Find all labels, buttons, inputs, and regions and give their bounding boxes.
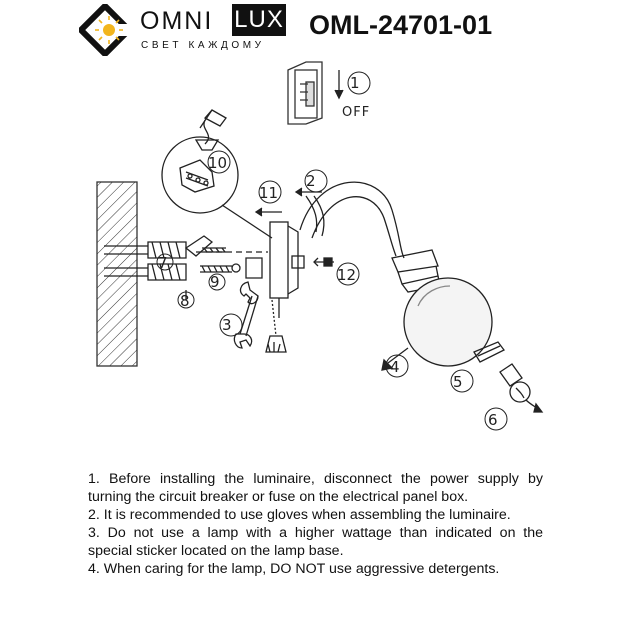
- installation-instructions: [88, 470, 543, 578]
- mounting-bracket: [186, 236, 268, 256]
- instruction-line: 4. When caring for the lamp, DO NOT use aggressive detergents.: [88, 561, 500, 577]
- step-label-10: 10: [208, 154, 228, 172]
- pull-switch: [266, 300, 286, 352]
- wiring-detail-callout: [162, 120, 272, 238]
- step-label-8: 8: [180, 292, 190, 310]
- lamp-arm: [300, 182, 404, 258]
- wrench-icon: [234, 282, 258, 348]
- step-label-6: 6: [488, 411, 498, 429]
- light-bulb-icon: [500, 364, 542, 412]
- step-label-9: 9: [210, 273, 220, 291]
- step-label-12: 12: [337, 266, 357, 284]
- step-label-2: 2: [306, 172, 316, 190]
- brand-slogan: СВЕТ КАЖДОМУ: [141, 40, 265, 51]
- glass-shade: [404, 278, 492, 366]
- instruction-line: 2. It is recommended to use gloves when assembling the luminaire.: [88, 507, 511, 523]
- circuit-breaker-icon: [288, 62, 343, 124]
- instruction-line: turning the circuit breaker or fuse on the electrical panel box.: [88, 489, 469, 505]
- step-label-3: 3: [222, 316, 232, 334]
- instruction-line: 1. Before installing the luminaire, disconnect the power supply by: [88, 471, 543, 487]
- off-label: OFF: [342, 105, 371, 120]
- model-number: OML-24701-01: [309, 10, 493, 40]
- step-label-1: 1: [350, 74, 360, 92]
- omnilux-logo-icon: [79, 4, 131, 56]
- instruction-line: special sticker located on the lamp base.: [88, 543, 344, 559]
- wall-section: [97, 182, 137, 366]
- step-label-5: 5: [453, 373, 463, 391]
- canopy-plate: [270, 222, 298, 318]
- step-label-4: 4: [390, 358, 400, 376]
- assembly-diagram: [0, 58, 623, 458]
- instruction-line: 3. Do not use a lamp with a higher wattage than indicated on the: [88, 525, 543, 541]
- step-label-7: 7: [158, 254, 168, 272]
- brand-lux-badge: LUX: [232, 4, 286, 36]
- arrow-canopy: [256, 208, 282, 216]
- step-label-11: 11: [259, 184, 279, 202]
- brand-omni-text: OMNI: [140, 7, 214, 35]
